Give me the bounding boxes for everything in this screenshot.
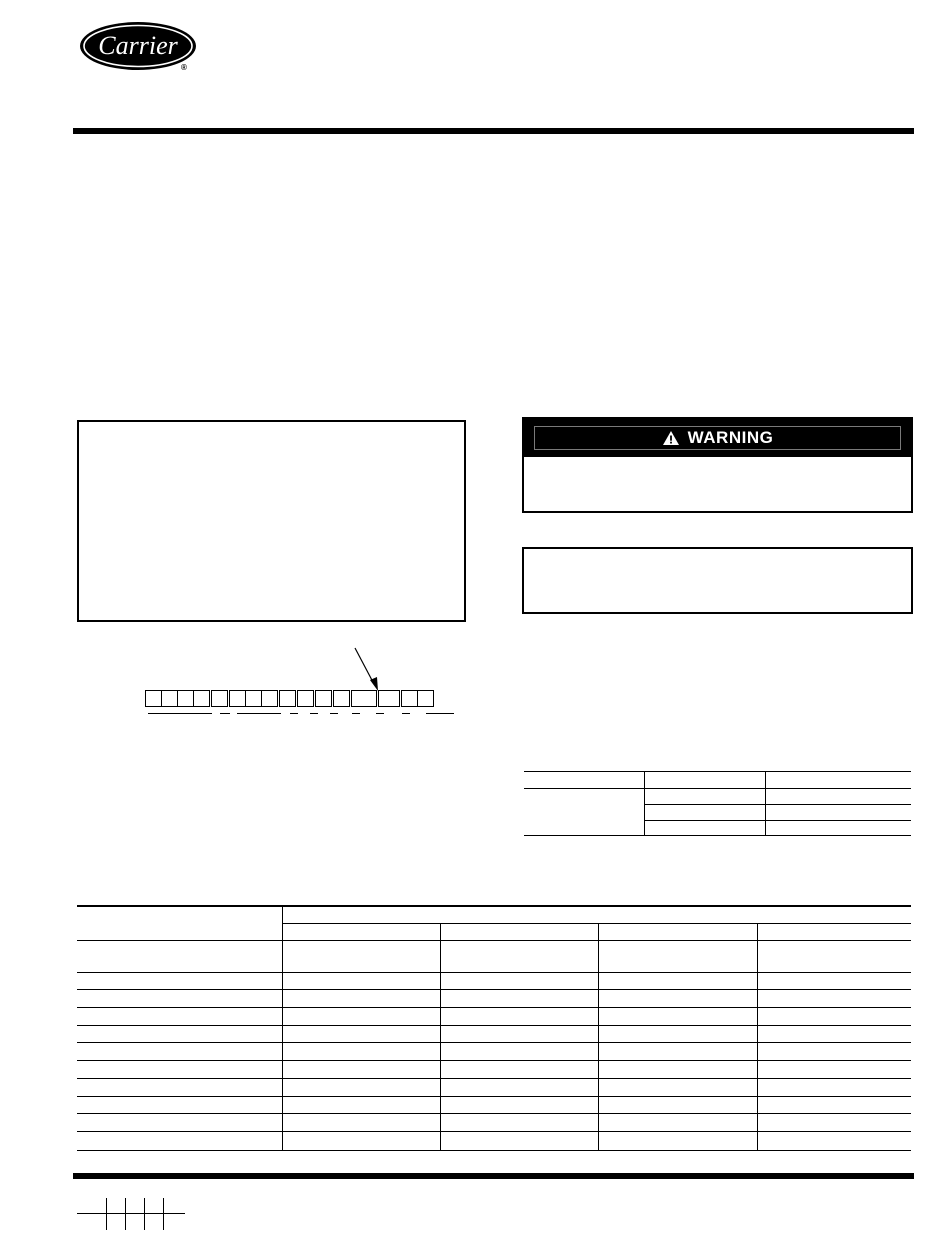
table-rule [524, 771, 911, 772]
warning-label: WARNING [687, 428, 774, 447]
digit-group-underline [402, 713, 410, 714]
logo-wordmark: Carrier [98, 31, 178, 60]
warning-header [524, 419, 911, 457]
table-rule [77, 989, 911, 990]
notice-box [522, 547, 913, 614]
table-rule [524, 835, 911, 836]
digit-cell [161, 690, 178, 707]
digit-group-underline [290, 713, 298, 714]
digit-cell [315, 690, 332, 707]
table-rule [77, 972, 911, 973]
footer-rule [73, 1173, 914, 1179]
table-rule [77, 905, 911, 907]
tick [144, 1198, 145, 1230]
digit-cell [177, 690, 194, 707]
table-rule [282, 923, 911, 924]
table-rule [77, 1025, 911, 1026]
digit-cell [297, 690, 314, 707]
digit-cell [333, 690, 350, 707]
table-rule [77, 1042, 911, 1043]
digit-cell [401, 690, 418, 707]
digit-group-underline [426, 713, 454, 714]
digit-cell [417, 690, 434, 707]
digit-group-underline [352, 713, 360, 714]
table-rule [77, 1131, 911, 1132]
table-rule [77, 1113, 911, 1114]
tick [163, 1198, 164, 1230]
tick [106, 1198, 107, 1230]
table-divider [644, 771, 645, 836]
header-rule [73, 128, 914, 134]
carrier-logo [78, 20, 198, 72]
warning-box [522, 417, 913, 513]
info-box [77, 420, 466, 622]
table-rule [77, 1060, 911, 1061]
model-number-digit-strip [145, 690, 433, 707]
table-divider [765, 771, 766, 836]
table-rule [77, 1007, 911, 1008]
digit-group-underline [220, 713, 230, 714]
digit-group-underline [376, 713, 384, 714]
table-rule [644, 804, 911, 805]
tick [125, 1198, 126, 1230]
table-rule [77, 1096, 911, 1097]
table-rule [524, 788, 911, 789]
table-rule [77, 1150, 911, 1151]
digit-cell [145, 690, 162, 707]
position-arrow [350, 646, 380, 692]
digit-cell [261, 690, 278, 707]
footer-tick-graphic [77, 1198, 187, 1230]
digit-cell [279, 690, 296, 707]
warning-banner [534, 426, 901, 450]
warning-triangle-icon [662, 430, 680, 446]
digit-group-underline [237, 713, 281, 714]
registered-mark: ® [181, 63, 187, 72]
table-divider [757, 923, 758, 1151]
table-divider [440, 923, 441, 1151]
digit-cell [211, 690, 228, 707]
table-rule [644, 820, 911, 821]
digit-cell [193, 690, 210, 707]
tick-baseline [77, 1213, 185, 1214]
table-rule [77, 1078, 911, 1079]
data-table [77, 905, 911, 1153]
digit-cell [245, 690, 262, 707]
small-table [524, 771, 911, 836]
digit-group-underline [148, 713, 212, 714]
table-rule [77, 940, 911, 941]
digit-cell [351, 690, 377, 707]
table-divider [598, 923, 599, 1151]
table-divider [282, 905, 283, 1151]
digit-group-underline [310, 713, 318, 714]
digit-cell [229, 690, 246, 707]
digit-group-underline [330, 713, 338, 714]
digit-cell [378, 690, 400, 707]
